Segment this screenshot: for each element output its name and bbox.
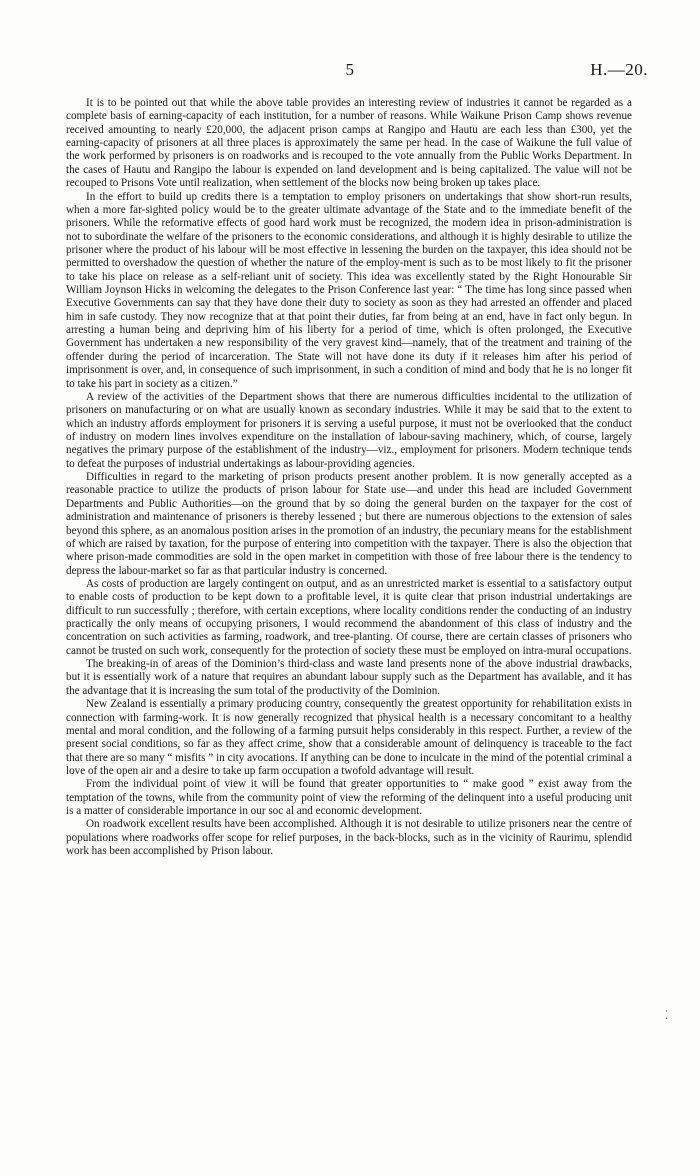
paragraph: The breaking-in of areas of the Dominion’s third-class and waste land presents none of the above industrial drawbacks, but it is essentially work of a nature that requires an abundant labour supply such as the Department has available, and it has the advantage that it is increasing the sum total of the productivity of the Dominion. bbox=[66, 658, 632, 697]
paragraph: In the effort to build up credits there is a temptation to employ prisoners on undertakings that show short-run results, when a more far-sighted policy would be to the greater ultimate advantage of the State and to the immediate benefit of the prisoners. While the reformative effects of good hard work must be recognized, the modern idea in prison-administration is not to subordinate the welfare of the prisoners to the economic considerations, and although it is highly desirable to utilize the prisoner where the product of his labour will be most effective in lessening the burden on the taxpayer, this idea should not be permitted to overshadow the question of whether the nature of the employ-ment is such as to be most likely to fit the prisoner to take his place on release as a self-reliant unit of society. This idea was excellently stated by the Right Honourable Sir William Joynson Hicks in welcoming the delegates to the Prison Conference last year: “ The time has long since passed when Executive Governments can say that they have done their duty to society as soon as they had arrested an offender and placed him in safe custody. They now recognize that at that point their duties, far from being at an end, have in fact only begun. In arresting a human being and depriving him of his liberty for a period of time, which is often prolonged, the Executive Government has undertaken a new responsibility of the very gravest kind—namely, that of the treatment and training of the offender during the period of incarceration. The State will not have done its duty if it releases him after his period of imprisonment is over, and, in consequence of such imprisonment, in such a condition of mind and body that he is no longer fit to take his part in society as a citizen.” bbox=[66, 190, 632, 390]
body-text bbox=[66, 97, 632, 858]
paragraph: Difficulties in regard to the marketing of prison products present another problem. It is now generally accepted as a reasonable practice to utilize the products of prison labour for State use—and under this head are included Government Departments and Public Authorities—on the ground that by so doing the general burden on the taxpayer for the cost of administration and maintenance of prisoners is thereby lessened ; but there are numerous objections to the extension of sales beyond this sphere, as an anomalous position arises in the promotion of an industry, the pecuniary means for the establishment of which are raised by taxation, for the purpose of entering into competition with the taxpayer. There is also the objection that where prison-made commodities are sold in the open market in competition with those of free labour there is the tendency to depress the labour-market so far as that particular industry is concerned. bbox=[66, 471, 632, 577]
document-reference: H.—20. bbox=[590, 60, 648, 79]
paragraph: From the individual point of view it will be found that greater opportunities to “ make good ” exist away from the temptation of the towns, while from the community point of view the reforming of the delinquent into a useful producing unit is a matter of considerable importance in our soc al and economic development. bbox=[66, 778, 632, 818]
paragraph: New Zealand is essentially a primary producing country, consequently the greatest opportunity for rehabilitation exists in connection with farming-work. It is now generally recognized that physical health is a necessary concomitant to a healthy mental and moral condition, and the following of a farming pursuit helps considerably in this respect. Further, a review of the present social conditions, so far as they affect crime, show that a considerable amount of delinquency is traceable to the fact that there are so many “ misfits ” in city avocations. If anything can be done to inculcate in the mind of the potential criminal a love of the open air and a desire to take up farm occupation a twofold advantage will result. bbox=[66, 698, 632, 777]
paragraph: As costs of production are largely contingent on output, and as an unrestricted market is essential to a satisfactory output to enable costs of production to be kept down to a profitable level, it is quite clear that prison industrial undertakings are difficult to run successfully ; therefore, with certain exceptions, where locality conditions render the conducting of an industry practically the only means of occupying prisoners, I would recommend the abandonment of this class of industry and the concentration on such activities as farming, roadwork, and tree-planting. Of course, there are certain classes of prisoners who cannot be trusted on such work, consequently for the protection of society these must be employed on intra-mural occupations. bbox=[66, 577, 632, 657]
paragraph: It is to be pointed out that while the above table provides an interesting review of industries it cannot be regarded as a complete basis of earning-capacity of each institution, for a number of reasons. While Waikune Prison Camp shows revenue received amounting to nearly £20,000, the adjacent prison camps at Rangipo and Hautu are each less than £300, yet the earning-capacity of prisoners at all three places is approximately the same per head. In the case of Waikune the full value of the work performed by prisoners is on roadworks and is recouped to the vote annually from the Public Works Department. In the cases of Hautu and Rangipo the labour is expended on land development and is being capitalized. The value will not be recouped to Prisons Vote until realization, when settlement of the blocks now being broken up takes place. bbox=[66, 97, 632, 190]
paragraph: On roadwork excellent results have been accomplished. Although it is not desirable to utilize prisoners near the centre of populations where roadworks offer scope for relief purposes, in the back-blocks, such as in the vicinity of Raurimu, splendid work has been accomplished by Prison labour. bbox=[66, 818, 632, 858]
margin-mark: · ‘ bbox=[665, 1006, 668, 1025]
page-number: 5 bbox=[345, 60, 355, 79]
paragraph: A review of the activities of the Department shows that there are numerous difficulties incidental to the utilization of prisoners on manufacturing or on what are usually known as secondary industries. While it may be said that to the extent to which an industry affords employment for prisoners it is serving a useful purpose, it must not be overlooked that the conduct of industry on modern lines involves expenditure on the installation of labour-saving machinery, which, of course, largely negatives the primary purpose of the establishment of the industry—viz., employment for prisoners. Modern technique tends to defeat the purposes of industrial undertakings as labour-providing agencies. bbox=[66, 390, 632, 470]
